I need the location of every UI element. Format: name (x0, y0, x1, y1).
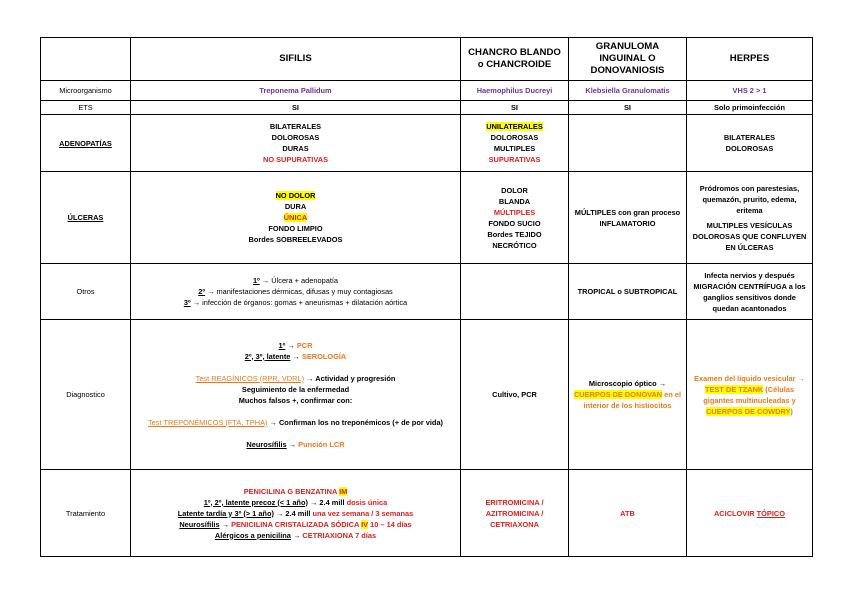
ets-sifilis: SI (131, 101, 461, 115)
otros-stage-text: → manifestaciones dérmicas, difusas y muy contagiosas (205, 287, 393, 296)
trat-arrow: → (290, 530, 303, 540)
ulceras-chancro-line: MÚLTIPLES (493, 207, 536, 217)
ulceras-chancro-line: FONDO SUCIO (488, 218, 541, 228)
trat-line4-key: Neurosífilis (179, 519, 220, 529)
tratamiento-herpes (687, 470, 813, 557)
ulceras-chancro-line: DOLOR (501, 185, 528, 195)
trat-line3-dose: → 2.4 mill (273, 508, 313, 518)
trat-iv-highlight: IV (361, 519, 369, 529)
trat-line2-key: 1º, 2º, latente precoz (< 1 año) (203, 497, 308, 507)
diag-herpes-text2: (Células gigantes multinucleadas y (703, 384, 796, 405)
adenopatias-sifilis-line: DURAS (282, 144, 309, 153)
row-label-diagnostico: Diagnostico (41, 320, 131, 470)
tratamiento-sifilis (131, 470, 461, 557)
otros-granuloma: TROPICAL o SUBTROPICAL (569, 264, 687, 320)
row-label-tratamiento: Tratamiento (41, 470, 131, 557)
diagnostico-chancro: Cultivo, PCR (461, 320, 569, 470)
ulceras-chancro (461, 172, 569, 264)
comparison-table (40, 37, 813, 557)
header-row (41, 38, 813, 81)
header-empty-cell (41, 38, 131, 81)
adenopatias-chancro-line: MULTIPLES (493, 144, 536, 153)
ets-herpes: Solo primoinfección (687, 101, 813, 115)
diag-neurosifilis-key: Neurosífilis (246, 439, 287, 449)
row-label-otros: Otros (41, 264, 131, 320)
adenopatias-sifilis-line: BILATERALES (269, 122, 322, 131)
trat-topico: TÓPICO (756, 508, 786, 518)
ulceras-sifilis (131, 172, 461, 264)
diag-seguimiento: Seguimiento de la enfermedad (241, 384, 350, 394)
header-granuloma: GRANULOMA INGUINAL O DONOVANIOSIS (569, 38, 687, 81)
adenopatias-sifilis (131, 115, 461, 172)
diag-reaginicos: Test REAGÍNICOS (RPR, VDRL) (195, 373, 305, 383)
otros-stage-key: 2º (198, 287, 206, 296)
diag-treponemicos-text: → Confirman los no treponémicos (+ de por vida) (267, 417, 444, 427)
diagnostico-granuloma (569, 320, 687, 470)
diag-cowdry-highlight: CUERPOS DE COWDRY (706, 406, 791, 416)
diag-herpes-text: Examen del líquido vesicular → (694, 373, 805, 383)
otros-chancro (461, 264, 569, 320)
diag-neurosifilis-value: Punción LCR (298, 439, 345, 449)
ulceras-sifilis-line: Bordes SOBREELEVADOS (248, 235, 343, 244)
ulceras-chancro-line: Bordes TEJIDO (487, 229, 542, 239)
ulceras-sifilis-line: DURA (284, 202, 307, 211)
diag-pcr-value: PCR (296, 340, 313, 350)
diag-falsos: Muchos falsos +, confirmar con: (238, 395, 353, 405)
ulceras-sifilis-highlight: NO DOLOR (275, 191, 316, 200)
trat-line3-key: Latente tardía y 3º (> 1 año) (177, 508, 274, 518)
diag-granuloma-text: Microscopio óptico → (588, 379, 667, 388)
row-diagnostico (41, 320, 813, 470)
diagnostico-herpes (687, 320, 813, 470)
diag-serologia-key: 2º, 3º, latente (244, 351, 291, 361)
row-ets (41, 101, 813, 115)
trat-line5-red: CETRIAXIONA 7 días (302, 530, 377, 540)
diag-serologia-value: SEROLOGÍA (301, 351, 347, 361)
diag-herpes-text3: ) (790, 406, 793, 416)
header-herpes: HERPES (687, 38, 813, 81)
adenopatias-sifilis-line: DOLOROSAS (271, 133, 320, 142)
row-tratamiento (41, 470, 813, 557)
ulceras-sifilis-highlight: ÚNICA (283, 213, 308, 222)
diag-reaginicos-text: → Actividad y progresión (304, 373, 396, 383)
trat-arrow: → (219, 519, 232, 529)
adenopatias-chancro-highlight: UNILATERALES (486, 122, 543, 131)
ulceras-chancro-line: BLANDA (498, 196, 531, 206)
adenopatias-sifilis-line: NO SUPURATIVAS (262, 155, 328, 164)
trat-aciclovir: ACICLOVIR (713, 508, 757, 518)
diag-tzank-highlight: TEST DE TZANK (704, 384, 764, 394)
adenopatias-herpes-line: DOLOROSAS (725, 144, 774, 153)
row-label-ulceras: ÚLCERAS (41, 172, 131, 264)
diag-granuloma-text2: en el interior de los histiocitos (583, 390, 682, 410)
trat-line5-key: Alérgicos a penicilina (214, 530, 291, 540)
diag-pcr-key: 1º (278, 340, 286, 350)
microorganismo-herpes: VHS 2 > 1 (687, 81, 813, 101)
header-sifilis: SIFILIS (131, 38, 461, 81)
diag-treponemicos: Test TREPONÉMICOS (FTA, TPHA) (147, 417, 268, 427)
diagnostico-sifilis (131, 320, 461, 470)
row-label-adenopatias: ADENOPATÍAS (41, 115, 131, 172)
adenopatias-granuloma (569, 115, 687, 172)
otros-herpes: Infecta nervios y después MIGRACIÓN CENTRÍFUGA a los ganglios sensitivos donde quedan acantonados (687, 264, 813, 320)
ulceras-chancro-line: NECRÓTICO (492, 240, 537, 250)
ulceras-herpes (687, 172, 813, 264)
trat-line3-red: una vez semana / 3 semanas (312, 508, 414, 518)
adenopatias-herpes-line: BILATERALES (723, 133, 776, 142)
trat-penicilina: PENICILINA G BENZATINA (243, 486, 340, 496)
row-otros (41, 264, 813, 320)
trat-line4-days: 10 – 14 días (368, 519, 412, 529)
diag-arrow: → (285, 340, 297, 350)
otros-stage-text: → infección de órganos: gomas + aneurismas + dilatación aórtica (190, 298, 408, 307)
microorganismo-chancro: Haemophilus Ducreyi (461, 81, 569, 101)
trat-line2-dose: → 2.4 mill (307, 497, 347, 507)
diag-donovan-highlight: CUERPOS DE DONOVAN (573, 390, 663, 399)
adenopatias-chancro-line: SUPURATIVAS (488, 155, 541, 164)
otros-sifilis (131, 264, 461, 320)
row-label-microorganismo: Microorganismo (41, 81, 131, 101)
microorganismo-sifilis: Treponema Pallidum (131, 81, 461, 101)
otros-stage-text: → Úlcera + adenopatía (259, 276, 339, 285)
adenopatias-chancro (461, 115, 569, 172)
row-ulceras (41, 172, 813, 264)
trat-line2-red: dosis única (346, 497, 388, 507)
ets-granuloma: SI (569, 101, 687, 115)
adenopatias-chancro-line: DOLOROSAS (490, 133, 539, 142)
tratamiento-chancro: ERITROMICINA / AZITROMICINA / CETRIAXONA (461, 470, 569, 557)
otros-stage-key: 3º (183, 298, 191, 307)
row-adenopatias (41, 115, 813, 172)
adenopatias-herpes (687, 115, 813, 172)
trat-line4-red: PENICILINA CRISTALIZADA SÓDICA (231, 519, 362, 529)
header-chancro: CHANCRO BLANDO o CHANCROIDE (461, 38, 569, 81)
row-label-ets: ETS (41, 101, 131, 115)
diag-arrow: → (290, 351, 302, 361)
row-microorganismo (41, 81, 813, 101)
ulceras-herpes-vesiculas: MULTIPLES VESÍCULAS DOLOROSAS QUE CONFLUYEN EN ÚLCERAS (692, 220, 807, 252)
ulceras-granuloma: MÚLTIPLES con gran proceso INFLAMATORIO (569, 172, 687, 264)
ulceras-herpes-prodromos: Pródromos con parestesias, quemazón, prurito, edema, eritema (699, 183, 800, 215)
tratamiento-granuloma: ATB (569, 470, 687, 557)
ets-chancro: SI (461, 101, 569, 115)
trat-im-highlight: IM (339, 486, 348, 496)
ulceras-sifilis-line: FONDO LIMPIO (268, 224, 323, 233)
diag-arrow: → (286, 439, 299, 449)
microorganismo-granuloma: Klebsiella Granulomatis (569, 81, 687, 101)
otros-stage-key: 1º (252, 276, 260, 285)
